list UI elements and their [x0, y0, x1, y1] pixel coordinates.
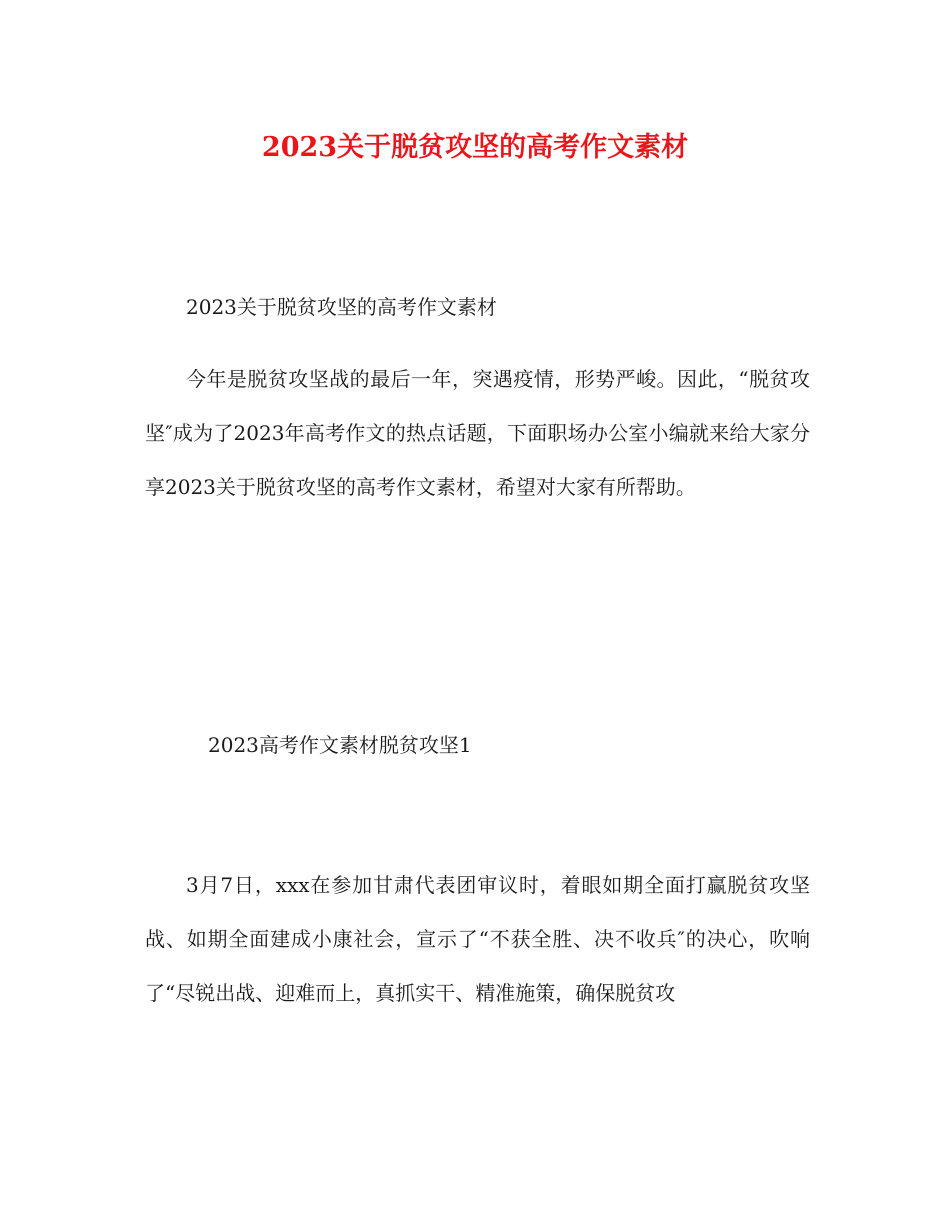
- document-title: 2023关于脱贫攻坚的高考作文素材: [261, 132, 689, 163]
- section-heading: 2023高考作文素材脱贫攻坚1: [208, 733, 472, 757]
- section-paragraph: 3月7日，xxx在参加甘肃代表团审议时，着眼如期全面打赢脱贫攻坚战、如期全面建成小康社会，宣示了“不获全胜、决不收兵″的决心，吹响了“尽锐出战、迎难而上，真抓实干、精准施策，确保脱贫攻: [145, 873, 810, 1005]
- document-subtitle: 2023关于脱贫攻坚的高考作文素材: [186, 295, 497, 319]
- intro-paragraph: 今年是脱贫攻坚战的最后一年，突遇疫情，形势严峻。因此，“脱贫攻坚″成为了2023年高考作文的热点话题，下面职场办公室小编就来给大家分享2023关于脱贫攻坚的高考作文素材，希望对大家有所帮助。: [145, 367, 810, 499]
